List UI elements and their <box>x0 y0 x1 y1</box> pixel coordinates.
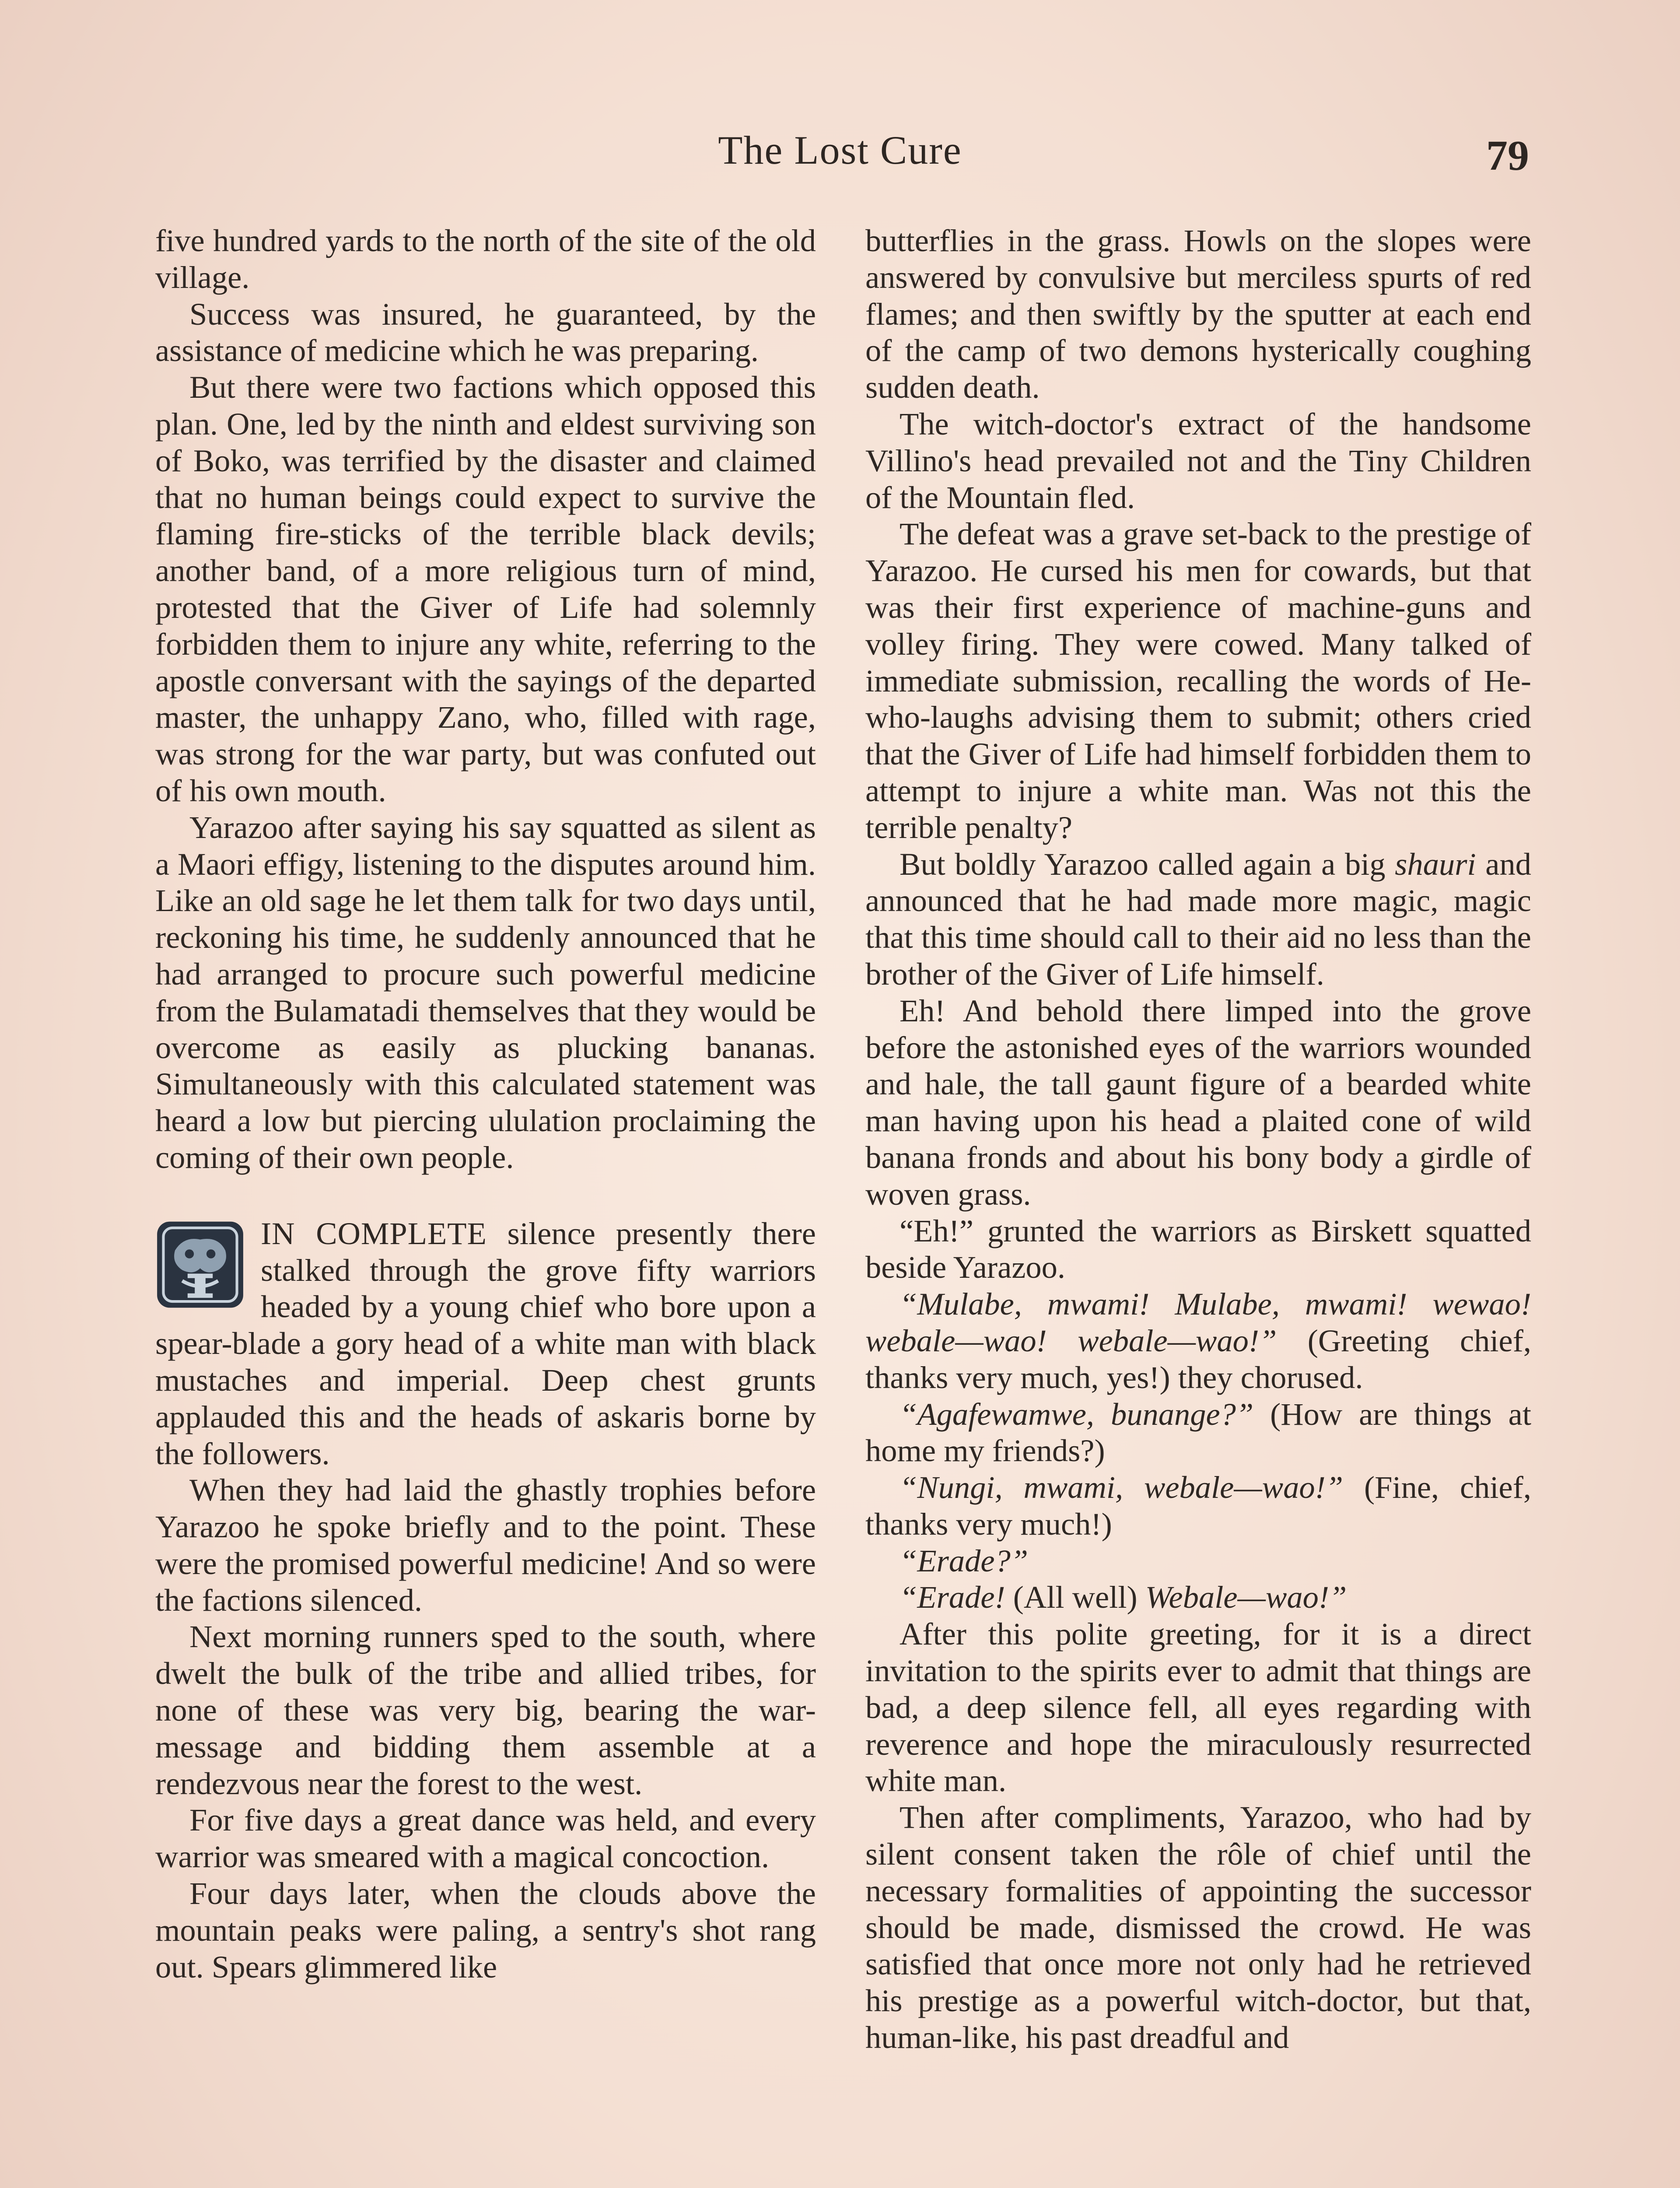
italic-term: shauri <box>1395 846 1476 882</box>
paragraph: The defeat was a grave set-back to the prestige of Yarazoo. He cursed his men for cowards, but that was their first experience of machine-guns and volley firing. They were cowed. Many talked of immediate submission, recalling the words of He-who-laughs advising them to submit; others cried that the Giver of Life had himself forbidden them to attempt to injure a white man. Was not this the terrible penalty? <box>865 516 1531 845</box>
paragraph: But there were two factions which opposed this plan. One, led by the ninth and eldest surviving son of Boko, was terrified by the disaster and claimed that no human beings could expect to survive the flaming fire-sticks of the terrible black devils; another band, of a more religious turn of mind, protested that the Giver of Life had solemnly forbidden them to injure any white, referring to the apostle conversant with the sayings of the departed master, the unhappy Zano, who, filled with rage, was strong for the war party, but was confuted out of his own mouth. <box>155 369 816 808</box>
paragraph: The witch-doctor's extract of the handsome Villino's head prevailed not and the Tiny Children of the Mountain fled. <box>865 406 1531 515</box>
section-lead-text: silence presently there stalked through the grove fifty warriors headed by a young chief who bore upon a spear-blade a gory head of a white man with black mustaches and imperial. Deep chest grunts applauded this and the heads of askaris borne by the followers. <box>155 1215 816 1471</box>
dialogue-paragraph <box>865 1396 1531 1469</box>
ornamental-initial-i-icon <box>155 1219 245 1311</box>
section-lead-caps: IN COMPLETE <box>261 1215 487 1251</box>
paragraph: For five days a great dance was held, and every warrior was smeared with a magical concoction. <box>155 1802 816 1875</box>
paragraph: Then after compliments, Yarazoo, who had by silent consent taken the rôle of chief until the necessary formalities of appointing the successor should be made, dismissed the crowd. He was satisfied that once more not only had he retrieved his prestige as a powerful witch-doctor, but that, human-like, his past dreadful and <box>865 1799 1531 2055</box>
dialogue-paragraph <box>865 1579 1531 1616</box>
dialogue-translation: (All well) <box>1005 1579 1145 1615</box>
italic-dialogue: Webale—wao!” <box>1145 1579 1347 1615</box>
dialogue-paragraph <box>865 1543 1531 1579</box>
page-title: The Lost Cure <box>718 128 962 172</box>
section-start-paragraph <box>155 1215 816 1472</box>
paragraph: Four days later, when the clouds above the mountain peaks were paling, a sentry's shot rang out. Spears glimmered like <box>155 1876 816 1985</box>
paragraph: “Eh!” grunted the warriors as Birskett squatted beside Yarazoo. <box>865 1213 1531 1285</box>
paragraph: When they had laid the ghastly trophies before Yarazoo he spoke briefly and to the point. These were the promised powerful medicine! And so were the factions silenced. <box>155 1472 816 1618</box>
italic-dialogue: “Erade! <box>900 1579 1005 1615</box>
dialogue-paragraph <box>865 1469 1531 1543</box>
dialogue-translation: (Greeting chief, thanks very much, yes!) they chorused. <box>865 1322 1531 1395</box>
paragraph: Eh! And behold there limped into the grove before the astonished eyes of the warriors wounded and hale, the tall gaunt figure of a bearded white man having upon his head a plaited cone of wild banana fronds and about his bony body a girdle of woven grass. <box>865 992 1531 1212</box>
italic-dialogue: “Mulabe, mwami! Mulabe, mwami! wewao! webale—wao! webale—wao!” <box>865 1286 1531 1358</box>
paragraph: Success was insured, he guaranteed, by the assistance of medicine which he was preparing. <box>155 296 816 368</box>
page-number: 79 <box>1486 132 1529 179</box>
italic-dialogue: “Agafewamwe, bunange?” <box>900 1396 1254 1432</box>
paragraph-text: But boldly Yarazoo called again a big <box>900 846 1395 882</box>
left-column <box>155 222 816 1985</box>
paragraph: After this polite greeting, for it is a direct invitation to the spirits ever to admit that things are bad, a deep silence fell, all eyes regarding with reverence and hope the miraculously resurrected white man. <box>865 1616 1531 1799</box>
paragraph: butterflies in the grass. Howls on the slopes were answered by convulsive but merciless spurts of red flames; and then swiftly by the sputter at each end of the camp of two demons hysterically coughing sudden death. <box>865 223 1531 405</box>
italic-dialogue: “Nungi, mwami, webale—wao!” <box>900 1469 1344 1505</box>
paragraph <box>865 846 1531 992</box>
paragraph: Yarazoo after saying his say squatted as silent as a Maori effigy, listening to the disputes around him. Like an old sage he let them talk for two days until, reckoning his time, he suddenly announced that he had arranged to procure such powerful medicine from the Bulamatadi themselves that they would be overcome as easily as plucking bananas. Simultaneously with this calculated statement was heard a low but piercing ululation proclaiming the coming of their own people. <box>155 809 816 1175</box>
dialogue-translation: (Fine, chief, thanks very much!) <box>865 1469 1531 1542</box>
paragraph-text: and announced that he had made more magic, magic that this time should call to their aid no less than the brother of the Giver of Life himself. <box>865 846 1531 992</box>
italic-dialogue: “Erade?” <box>900 1543 1029 1578</box>
paragraph: five hundred yards to the north of the site of the old village. <box>155 223 816 295</box>
dialogue-paragraph <box>865 1286 1531 1396</box>
paragraph: Next morning runners sped to the south, where dwelt the bulk of the tribe and allied tribes, for none of these was very big, bearing the war-message and bidding them assemble at a rendezvous near the forest to the west. <box>155 1619 816 1801</box>
dialogue-translation: (How are things at home my friends?) <box>865 1396 1531 1469</box>
right-column <box>865 222 1531 2056</box>
